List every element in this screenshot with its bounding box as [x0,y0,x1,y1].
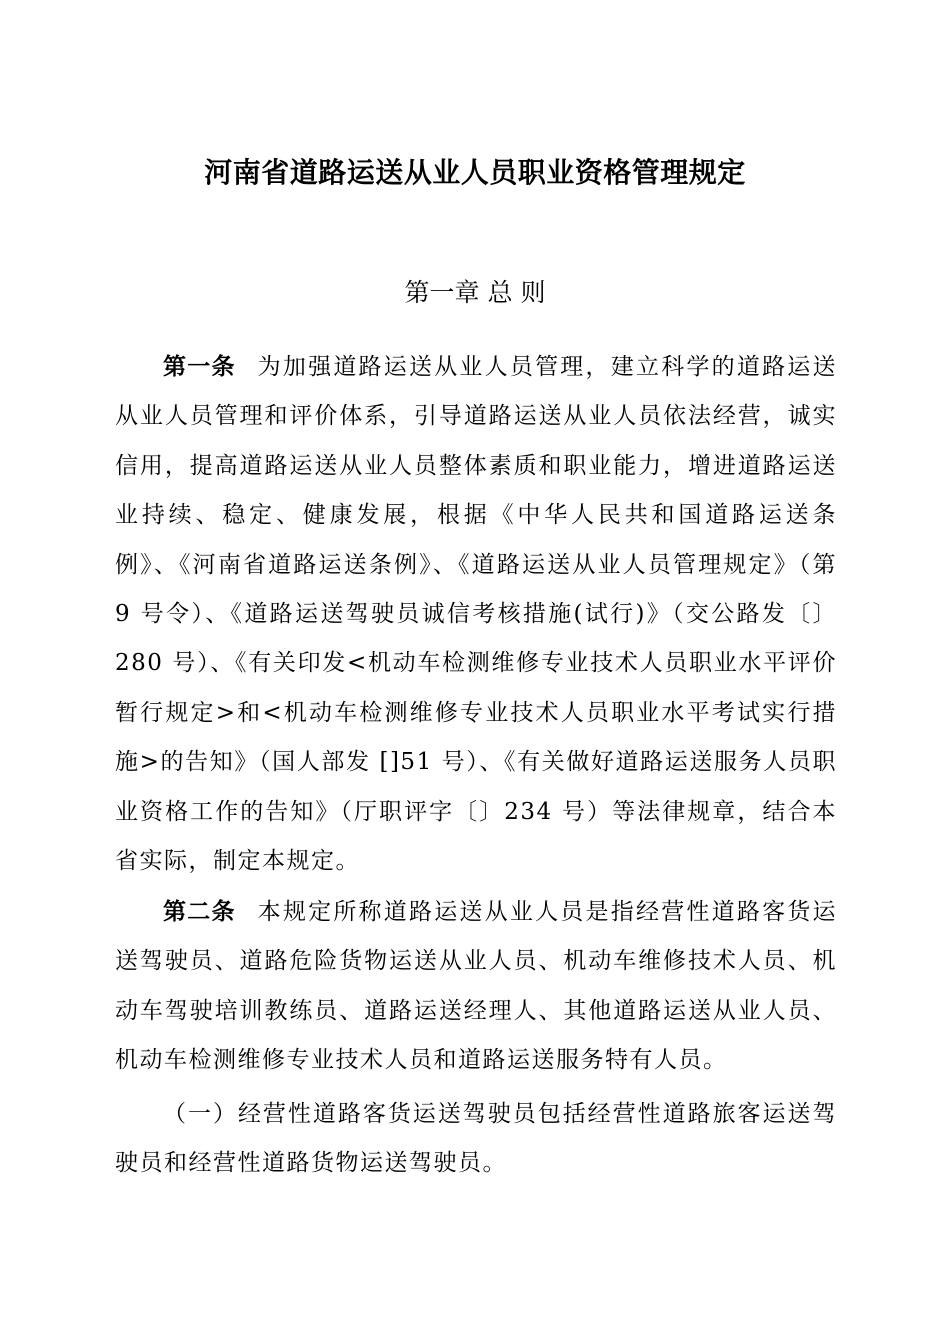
article-label: 第一条 [163,354,236,380]
article-text: 本规定所称道路运送从业人员是指经营性道路客货运送驾驶员、道路危险货物运送从业人员、机动车维修技术人员、机动车驾驶培训教练员、道路运送经理人、其他道路运送从业人员、机动车检测维修专业技术人员和道路运送服务特有人员。 [115,899,838,1074]
article-label: 第二条 [163,899,236,925]
clause-text: （一）经营性道路客货运送驾驶员包括经营性道路旅客运送驾驶员和经营性道路货物运送驾驶员。 [115,1101,837,1177]
document-title: 河南省道路运送从业人员职业资格管理规定 [204,156,746,189]
article-paragraph [115,888,837,1086]
article-paragraph [115,343,837,886]
chapter-title: 第一章 总 则 [404,278,546,307]
article-text: 为加强道路运送从业人员管理，建立科学的道路运送从业人员管理和评价体系，引导道路运送从业人员依法经营，诚实信用，提高道路运送从业人员整体素质和职业能力，增进道路运送业持续、稳定、健康发展，根据《中华人民共和国道路运送条例》、《河南省道路运送条例》、《道路运送从业人员管理规定》（第 9 号令）、《道路运送驾驶员诚信考核措施(试行)》（交公路发〔〕280 号）、《有关印发<机动车检测维修专业技术人员职业水平评价暂行规定>和<机动车检测维修专业技术人员职业水平考试实行措施>的告知》（国人部发 []51 号）、《有关做好道路运送服务人员职业资格工作的告知》（厅职评字〔〕234 号）等法律规章，结合本省实际，制定本规定。 [115,354,838,875]
clause-paragraph [115,1090,837,1189]
